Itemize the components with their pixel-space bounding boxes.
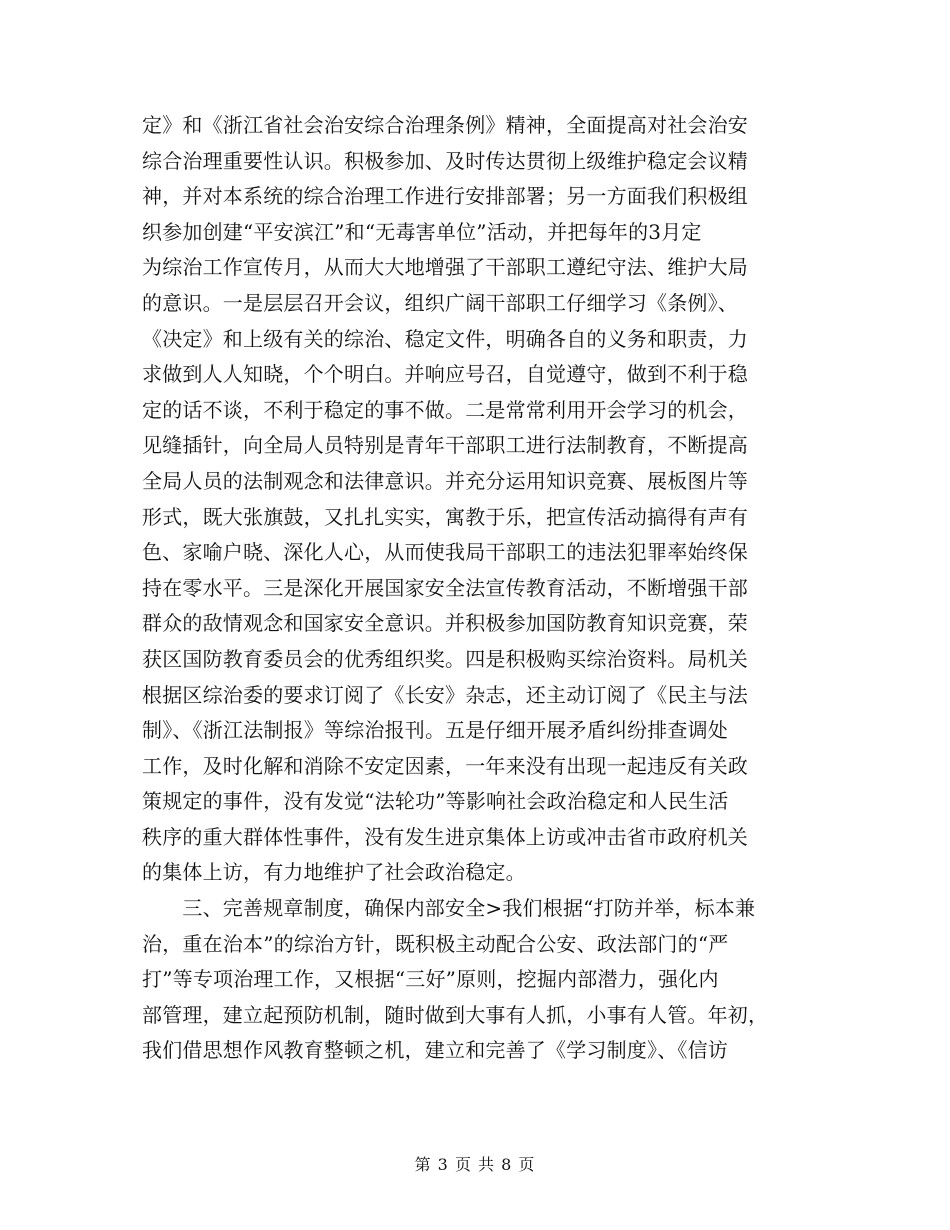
text-line: 色、家喻户晓、深化人心，从而使我局干部职工的违法犯罪率始终保 bbox=[142, 540, 748, 565]
text-line: 制》、《浙江法制报》等综治报刊。五是仔细开展矛盾纠纷排查调处 bbox=[142, 718, 728, 743]
text-line: 部管理，建立起预防机制，随时做到大事有人抓，小事有人管。年初， bbox=[142, 1002, 769, 1027]
text-line: 我们借思想作风教育整顿之机，建立和完善了《学习制度》、《信访 bbox=[142, 1038, 728, 1063]
text-line: 获区国防教育委员会的优秀组织奖。四是积极购买综治资料。局机关 bbox=[142, 646, 748, 671]
text-line: 定的话不谈，不利于稳定的事不做。二是常常利用开会学习的机会， bbox=[142, 397, 748, 422]
text-line: 群众的敌情观念和国家安全意识。并积极参加国防教育知识竞赛，荣 bbox=[142, 611, 748, 636]
text-line: 定》和《浙江省社会治安综合治理条例》精神，全面提高对社会治安 bbox=[142, 113, 748, 137]
text-line: 策规定的事件，没有发觉“法轮功”等影响社会政治稳定和人民生活 bbox=[142, 789, 729, 814]
text-line: 综合治理重要性认识。积极参加、及时传达贯彻上级维护稳定会议精 bbox=[142, 148, 748, 173]
page-number-footer: 第 3 页 共 8 页 bbox=[414, 1155, 536, 1174]
text-line: 三、完善规章制度，确保内部安全>我们根据“打防并举，标本兼 bbox=[142, 896, 756, 921]
text-line: 《决定》和上级有关的综治、稳定文件，明确各自的义务和职责，力 bbox=[142, 326, 748, 351]
text-line: 根据区综治委的要求订阅了《长安》杂志，还主动订阅了《民主与法 bbox=[142, 682, 748, 707]
text-line: 持在零水平。三是深化开展国家安全法宣传教育活动，不断增强干部 bbox=[142, 575, 748, 600]
body-text bbox=[142, 108, 808, 1069]
text-line: 工作，及时化解和消除不安定因素，一年来没有出现一起违反有关政 bbox=[142, 753, 748, 778]
text-line: 求做到人人知晓，个个明白。并响应号召，自觉遵守，做到不利于稳 bbox=[142, 362, 748, 387]
text-line: 织参加创建“平安滨江”和“无毒害单位”活动，并把每年的3月定 bbox=[142, 219, 702, 244]
text-line: 秩序的重大群体性事件，没有发生进京集体上访或冲击省市政府机关 bbox=[142, 824, 748, 849]
text-line: 治，重在治本”的综治方针，既积极主动配合公安、政法部门的“严 bbox=[142, 931, 729, 956]
text-line: 打”等专项治理工作，又根据“三好”原则，挖掘内部潜力，强化内 bbox=[142, 967, 719, 992]
text-line: 的意识。一是层层召开会议，组织广阔干部职工仔细学习《条例》、 bbox=[142, 290, 738, 315]
text-line: 全局人员的法制观念和法律意识。并充分运用知识竞赛、展板图片等 bbox=[142, 468, 748, 493]
text-line: 见缝插针，向全局人员特别是青年干部职工进行法制教育，不断提高 bbox=[142, 433, 748, 458]
text-line: 形式，既大张旗鼓，又扎扎实实，寓教于乐，把宣传活动搞得有声有 bbox=[142, 504, 748, 529]
text-line: 为综治工作宣传月，从而大大地增强了干部职工遵纪守法、维护大局 bbox=[142, 255, 748, 280]
text-line: 神，并对本系统的综合治理工作进行安排部署；另一方面我们积极组 bbox=[142, 184, 748, 209]
text-line: 的集体上访，有力地维护了社会政治稳定。 bbox=[142, 860, 526, 885]
